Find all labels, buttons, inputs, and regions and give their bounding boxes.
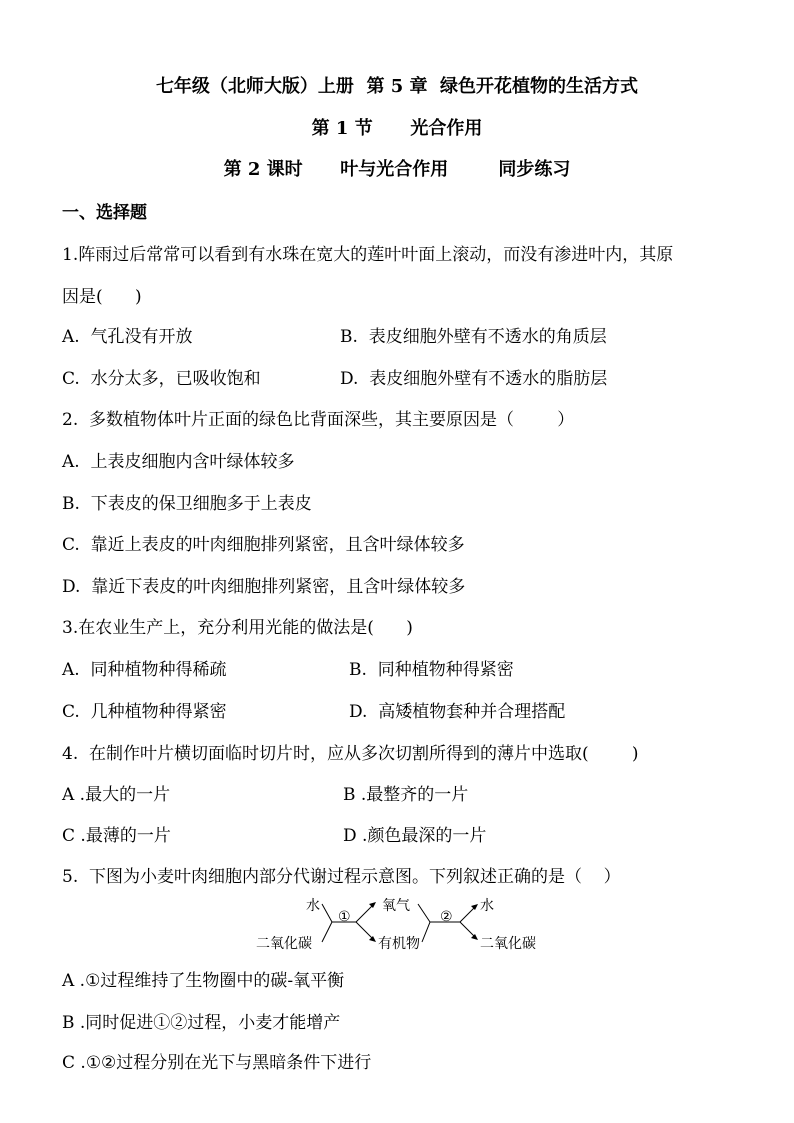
- diagram-label-co2-out: 二氧化碳: [480, 936, 536, 952]
- question-1-option-c: C. 水分太多，已吸收饱和: [62, 369, 261, 389]
- question-1-stem-cont: 因是( ): [62, 287, 142, 307]
- diagram-label-water-in: 水: [306, 898, 320, 914]
- question-2-option-d: D. 靠近下表皮的叶肉细胞排列紧密，且含叶绿体较多: [62, 577, 466, 597]
- section-title: 第 1 节 光合作用: [311, 118, 483, 139]
- arrowhead-icon: [369, 902, 376, 908]
- question-3-option-b: B. 同种植物种得紧密: [349, 660, 514, 680]
- question-1-option-b: B. 表皮细胞外壁有不透水的角质层: [340, 327, 607, 347]
- diagram-label-organic-matter: 有机物: [378, 936, 420, 952]
- section-heading: 一、选择题: [62, 203, 147, 223]
- diagram-merge-bracket: [322, 904, 332, 942]
- diagram-process-2: ②: [440, 909, 453, 925]
- lesson-title: 第 2 课时 叶与光合作用 同步练习: [223, 159, 571, 180]
- question-1-stem: 1.阵雨过后常常可以看到有水珠在宽大的莲叶叶面上滚动，而没有渗进叶内，其原: [62, 245, 674, 265]
- question-2-option-c: C. 靠近上表皮的叶肉细胞排列紧密，且含叶绿体较多: [62, 535, 465, 555]
- question-3-option-a: A. 同种植物种得稀疏: [62, 660, 227, 680]
- diagram-arrow: [356, 922, 374, 940]
- arrowhead-icon: [471, 934, 478, 940]
- question-4-option-c: C .最薄的一片: [62, 826, 171, 846]
- question-5-option-c: C .①②过程分别在光下与黑暗条件下进行: [62, 1053, 372, 1073]
- question-4-option-d: D .颜色最深的一片: [343, 826, 487, 846]
- question-4-stem: 4. 在制作叶片横切面临时切片时，应从多次切割所得到的薄片中选取( ): [62, 744, 639, 764]
- diagram-label-oxygen: 氧气: [382, 898, 410, 914]
- arrowhead-icon: [471, 904, 478, 910]
- question-4-option-b: B .最整齐的一片: [343, 785, 469, 805]
- arrowhead-icon: [369, 936, 376, 942]
- metabolism-diagram: [250, 892, 550, 954]
- question-2-option-b: B. 下表皮的保卫细胞多于上表皮: [62, 494, 312, 514]
- worksheet-title: 七年级（北师大版）上册 第 5 章 绿色开花植物的生活方式: [155, 76, 639, 97]
- diagram-label-water-out: 水: [480, 898, 494, 914]
- question-3-option-c: C. 几种植物种得紧密: [62, 702, 227, 722]
- diagram-arrow: [356, 904, 374, 922]
- question-2-option-a: A. 上表皮细胞内含叶绿体较多: [62, 452, 295, 472]
- question-4-option-a: A .最大的一片: [62, 785, 171, 805]
- question-5-option-a: A .①过程维持了生物圈中的碳-氧平衡: [62, 971, 345, 991]
- diagram-label-co2-in: 二氧化碳: [256, 936, 312, 952]
- question-3-stem: 3.在农业生产上，充分利用光能的做法是( ): [62, 618, 413, 638]
- question-1-option-d: D. 表皮细胞外壁有不透水的脂肪层: [340, 369, 608, 389]
- question-5-option-b: B .同时促进①②过程，小麦才能增产: [62, 1013, 341, 1033]
- question-3-option-d: D. 高矮植物套种并合理搭配: [349, 702, 566, 722]
- question-2-stem: 2. 多数植物体叶片正面的绿色比背面深些，其主要原因是（ ）: [62, 410, 575, 430]
- question-5-stem: 5. 下图为小麦叶肉细胞内部分代谢过程示意图。下列叙述正确的是（ ）: [62, 867, 621, 887]
- question-1-option-a: A. 气孔没有开放: [62, 327, 193, 347]
- diagram-process-1: ①: [338, 909, 351, 925]
